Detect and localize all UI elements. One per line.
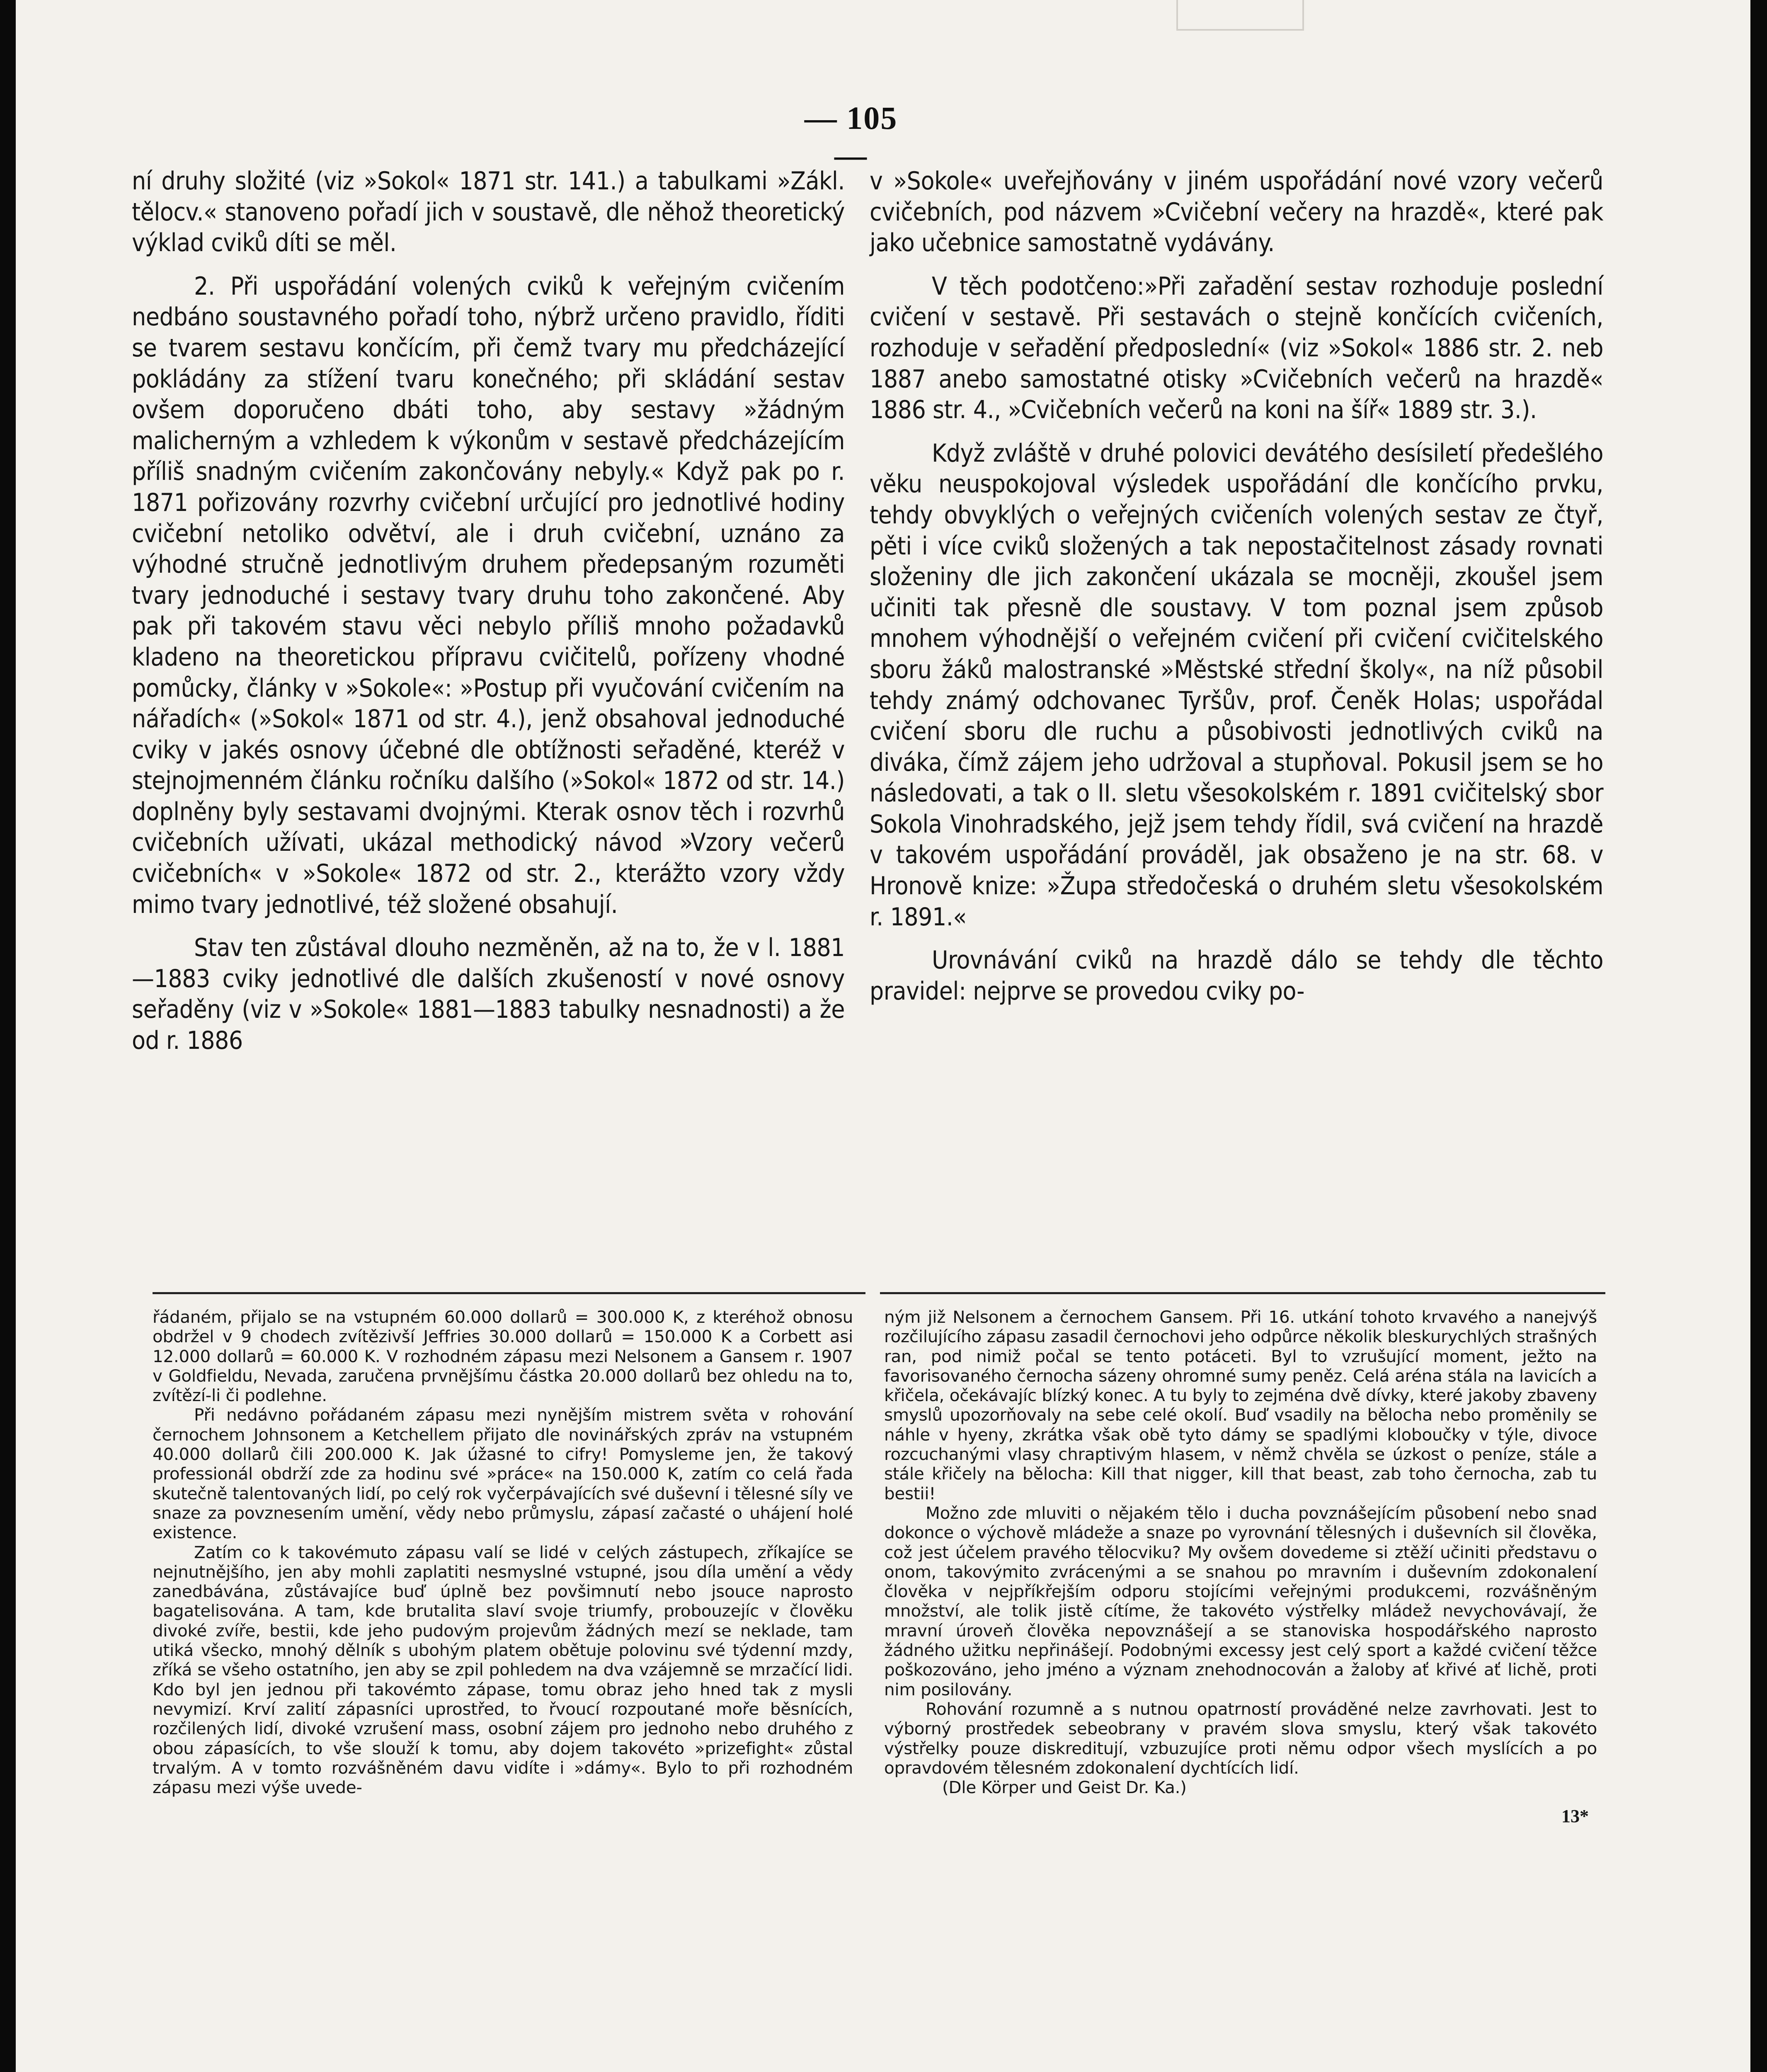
paragraph: 2. Při uspořádání volených cviků k veřejným cvičením nedbáno soustavného pořadí toho, nýbrž určeno pravidlo, říditi se tvarem sestavu končícím, při čemž tvary mu předcházející pokládány za stížení tvaru konečného; při skládání sestav ovšem doporučeno dbáti toho, aby sestavy »žádným malicherným a vzhledem k výkonům v sestavě předcházejícím příliš snadným cvičením zakončovány nebyly.« Když pak po r. 1871 pořizovány rozvrhy cvičební určující pro jednotlivé hodiny cvičební netoliko odvětví, ale i druh cvičební, uznáno za výhodné stručně jednotlivým druhem předepsaným rozuměti tvary jednoduché i sestavy tvary druhu toho zakončené. Aby pak při takovém stavu věci nebylo příliš mnoho požadavků kladeno na theoretickou přípravu cvičitelů, pořízeny vhodné pomůcky, články v »Sokole«: »Postup při vyučování cvičením na nářadích« (»Sokol« 1871 od str. 4.), jenž obsahoval jednoduché cviky v jakés osnovy účebné dle obtížnosti seřaděné, kteréž v stejnojmenném článku ročníku dalšího (»Sokol« 1872 od str. 14.) doplněny byly sestavami dvojnými. Kterak osnov těch i rozvrhů cvičebních užívati, ukázal methodický návod »Vzory večerů cvičebních« v »Sokole« 1872 od str. 2., kterážto vzory vždy mimo tvary jednotlivé, též složené obsahují.	[132, 271, 845, 919]
paragraph: Urovnávání cviků na hrazdě dálo se tehdy dle těchto pravidel: nejprve se provedou cviky po-	[870, 946, 1603, 1006]
footnote-divider-left	[153, 1292, 865, 1294]
footnote-column-left	[153, 1307, 853, 1797]
paragraph: v »Sokole« uveřejňovány v jiném uspořádání nové vzory večerů cvičebních, pod názvem »Cvičební večery na hrazdě«, které pak jako učebnice samostatně vydávány.	[870, 167, 1603, 258]
main-column-left	[132, 166, 845, 1069]
paragraph: Stav ten zůstával dlouho nezměněn, až na to, že v l. 1881—1883 cviky jednotlivé dle dalších zkušeností v nové osnovy seřaděny (viz v »Sokole« 1881—1883 tabulky nesnadnosti) a že od r. 1886	[132, 933, 845, 1055]
footnote-paragraph: Při nedávno pořádaném zápasu mezi nynějším mistrem světa v rohování černochem Johnsonem a Ketchellem přijato dle novinářských zpráv na vstupném 40.000 dollarů čili 200.000 K. Jak úžasné to cifry! Pomysleme jen, že takový professionál obdrží zde za hodinu své »práce« na 150.000 K, zatím co celá řada skutečně talentovaných lidí, po celý rok vyčerpávajících své duševní i tělesné síly ve snaze za povznesením umění, vědy nebo průmyslu, zápasí začasté o uhájení holé existence.	[153, 1405, 853, 1543]
main-column-right	[870, 166, 1603, 1019]
footnote-column-right	[884, 1307, 1597, 1827]
footnote-paragraph: Možno zde mluviti o nějakém tělo i ducha povznášejícím působení nebo snad dokonce o výchově mládeže a snaze po vyrovnání tělesných i duševních sil člověka, což jest účelem pravého tělocviku? My ovšem dovedeme si ztěží učiniti představu o onom, takovýmito zvrácenými a se snahou po mravním i duševním zdokonalení člověka v nejpříkřejším odporu stojícími veřejnými produkcemi, rozvášněným množství, ale tolik jistě cítíme, že takovéto výstřelky mládež nevychovávají, že mravní úroveň člověka nepovznášejí a se stanoviska hospodářského naprosto žádného užitku nepřinášejí. Podobnými excessy jest celý sport a každé cvičení těžce poškozováno, jeho jméno a význam znehodnocován a žaloby ať křivé ať lichě, proti nim posilovány.	[884, 1503, 1597, 1699]
footnote-paragraph: Rohování rozumně a s nutnou opatrností prováděné nelze zavrhovati. Jest to výborný prostředek sebeobrany v pravém slova smyslu, který však takovéto výstřelky pouze diskreditují, vzbuzujíce proti němu odpor všech myslících a po opravdovém tělesném zdokonalení dychtících lidí.	[884, 1699, 1597, 1778]
sheet-signature: 13*	[1561, 1806, 1589, 1827]
scan-artifact	[1176, 0, 1304, 31]
footnote-paragraph: řádaném, přijalo se na vstupném 60.000 dollarů = 300.000 K, z kteréhož obnosu obdržel v 9 chodech zvítězivší Jeffries 30.000 dollarů = 150.000 K a Corbett asi 12.000 dollarů = 60.000 K. V rozhodném zápasu mezi Nelsonem a Gansem r. 1907 v Goldfieldu, Nevada, zaručena prvnějšímu částka 20.000 dollarů bez ohledu na to, zvítězí-li či podlehne.	[153, 1307, 853, 1406]
footnote-source: (Dle Körper und Geist Dr. Ka.)	[942, 1777, 1187, 1798]
paragraph: ní druhy složité (viz »Sokol« 1871 str. 141.) a tabulkami »Zákl. tělocv.« stanoveno pořadí jich v soustavě, dle něhož theoretický výklad cviků díti se měl.	[132, 167, 845, 258]
paragraph: Když zvláště v druhé polovici devátého desísiletí předešlého věku neuspokojoval výsledek uspořádání dle končícího prvku, tehdy obvyklých o veřejných cvičeních volených sestav ze čtyř, pěti i více cviků složených a tak nepostačitelnost zásady rovnati složeniny dle jich zakončení ukázala se mocněji, zkoušel jsem učiniti tak přesně dle soustavy. V tom poznal jsem způsob mnohem výhodnější o veřejném cvičení při cvičení cvičitelského sboru žáků malostranské »Městské střední školy«, na níž působil tehdy známý odchovanec Tyršův, prof. Čeněk Holas; uspořádal cvičení sboru dle ruchu a působivosti jednotlivých cviků na diváka, čímž zájem jeho udržoval a stupňoval. Pokusil jsem se ho následovati, a tak o II. sletu všesokolském r. 1891 cvičitelský sbor Sokola Vinohradského, jejž jsem tehdy řídil, svá cvičení na hrazdě v takovém uspořádání prováděl, jak obsaženo je na str. 68. v Hronově knize: »Župa středočeská o druhém sletu všesokolském r. 1891.«	[870, 438, 1603, 932]
footnote-divider-right	[880, 1292, 1605, 1294]
scanned-page	[16, 0, 1750, 2072]
footnote-paragraph: Zatím co k takovémuto zápasu valí se lidé v celých zástupech, zříkajíce se nejnutnějšího, jen aby mohli zaplatiti nesmyslné vstupné, jsou díla umění a vědy zanedbávána, zůstávajíce buď úplně bez povšimnutí nebo jsouce naprosto bagatelisována. A tam, kde brutalita slaví svoje triumfy, probouzejíc v člověku divoké zvíře, bestii, kde jeho pudovým projevům žádných mezí se neklade, tam utiká všecko, mnohý dělník s ubohým platem obětuje polovinu své týdenní mzdy, zříká se všeho ostatního, jen aby se zpil pohledem na dva vzájemně se mrzačící lidi. Kdo byl jen jednou při takovémto zápase, tomu obraz jeho hned tak z mysli nevymizí. Krví zalití zápasníci uprostřed, to řvoucí rozpoutané moře běsnících, rozčilených lidí, divoké vzrušení mass, osobní zájem pro jednoho nebo druhého z obou zápasících, to vše slouží k tomu, aby dojem takovéto »prizefight« zůstal trvalým. A v tomto rozvášněném davu vidíte i »dámy«. Bylo to při rozhodném zápasu mezi výše uvede-	[153, 1542, 853, 1798]
paragraph: V těch podotčeno:»Při zařadění sestav rozhoduje poslední cvičení v sestavě. Při sestavách o stejně končících cvičeních, rozhoduje v seřadění předposlední« (viz »Sokol« 1886 str. 2. neb 1887 anebo samostatné otisky »Cvičebních večerů na hrazdě« 1886 str. 4., »Cvičebních večerů na koni na šíř« 1889 str. 3.).	[870, 271, 1603, 425]
footnote-paragraph: ným již Nelsonem a černochem Gansem. Při 16. utkání tohoto krvavého a nanejvýš rozčilujícího zápasu zasadil černochovi jeho odpůrce několik bleskurychlých strašných ran, pod nimiž počal se tento potáceti. Byl to vzrušující moment, ježto na favorisovaného černocha sázeny ohromné sumy peněz. Celá aréna stála na lavicích a křičela, očekávajíc blízký konec. A tu byly to zejména dvě dívky, které jakoby zbaveny smyslů upozorňovaly na sebe celé okolí. Buď vsadily na bělocha nebo proměnily se náhle v hyeny, zkrátka však obě tyto dámy se spadlými kloboučky v týle, divoce rozcuchanými vlasy chraptivým hlasem, v němž chvěla se úzkost o peníze, stále a stále křičely na bělocha: Kill that nigger, kill that beast, zab toho černocha, zab tu bestii!	[884, 1307, 1597, 1503]
page-number: — 105 —	[804, 100, 898, 173]
